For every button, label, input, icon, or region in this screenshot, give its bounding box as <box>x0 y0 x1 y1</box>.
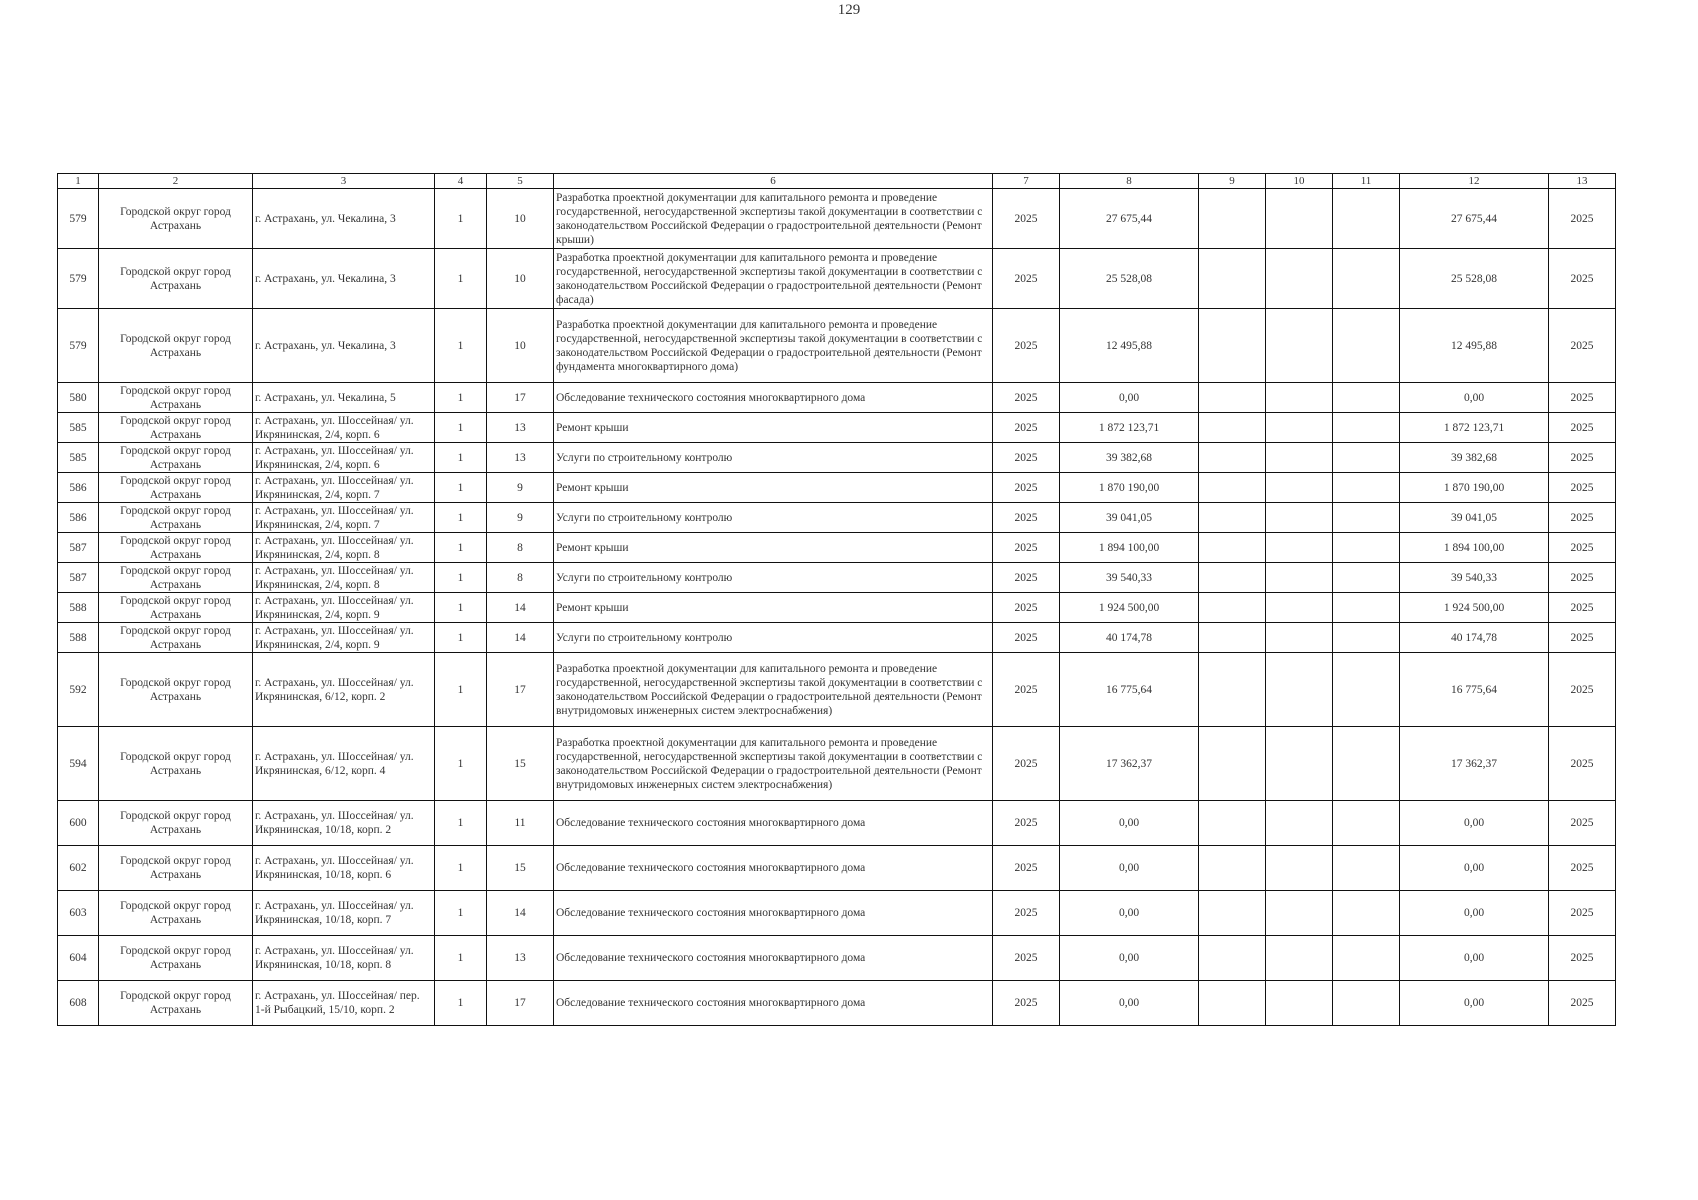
cell-work-type: Услуги по строительному контролю <box>554 623 993 653</box>
cell-completion-year: 2025 <box>1549 593 1616 623</box>
table-row <box>58 533 1616 563</box>
cell-address: г. Астрахань, ул. Шоссейная/ ул. Икрянинская, 2/4, корп. 9 <box>253 593 435 623</box>
cell-completion-year: 2025 <box>1549 443 1616 473</box>
cell-col9 <box>1199 593 1266 623</box>
cell-work-type: Услуги по строительному контролю <box>554 563 993 593</box>
column-header: 3 <box>253 174 435 189</box>
cell-col11 <box>1333 846 1400 891</box>
cell-col10 <box>1266 383 1333 413</box>
column-header: 2 <box>99 174 253 189</box>
cell-col10 <box>1266 801 1333 846</box>
cell-completion-year: 2025 <box>1549 801 1616 846</box>
table-row <box>58 936 1616 981</box>
cell-fund-cost: 1 924 500,00 <box>1400 593 1549 623</box>
column-number-row <box>58 174 1616 189</box>
cell-col4: 1 <box>435 653 487 727</box>
cell-col10 <box>1266 623 1333 653</box>
cell-col9 <box>1199 981 1266 1026</box>
cell-total-cost: 39 382,68 <box>1060 443 1199 473</box>
cell-fund-cost: 39 382,68 <box>1400 443 1549 473</box>
cell-col4: 1 <box>435 891 487 936</box>
cell-col5: 14 <box>487 891 554 936</box>
cell-col11 <box>1333 383 1400 413</box>
cell-completion-year: 2025 <box>1549 503 1616 533</box>
cell-total-cost: 0,00 <box>1060 981 1199 1026</box>
cell-work-type: Ремонт крыши <box>554 413 993 443</box>
cell-col9 <box>1199 653 1266 727</box>
cell-address: г. Астрахань, ул. Шоссейная/ ул. Икрянинская, 2/4, корп. 8 <box>253 533 435 563</box>
cell-col11 <box>1333 653 1400 727</box>
cell-col4: 1 <box>435 473 487 503</box>
table-row <box>58 473 1616 503</box>
cell-col10 <box>1266 473 1333 503</box>
cell-col9 <box>1199 473 1266 503</box>
cell-completion-year: 2025 <box>1549 623 1616 653</box>
cell-col10 <box>1266 981 1333 1026</box>
cell-col10 <box>1266 891 1333 936</box>
column-header: 6 <box>554 174 993 189</box>
cell-completion-year: 2025 <box>1549 846 1616 891</box>
cell-address: г. Астрахань, ул. Чекалина, 3 <box>253 249 435 309</box>
cell-number: 579 <box>58 189 99 249</box>
cell-total-cost: 1 870 190,00 <box>1060 473 1199 503</box>
cell-municipality: Городской округ город Астрахань <box>99 533 253 563</box>
cell-address: г. Астрахань, ул. Шоссейная/ ул. Икрянинская, 2/4, корп. 8 <box>253 563 435 593</box>
cell-work-type: Ремонт крыши <box>554 473 993 503</box>
table-row <box>58 563 1616 593</box>
cell-fund-cost: 0,00 <box>1400 801 1549 846</box>
cell-work-type: Ремонт крыши <box>554 533 993 563</box>
cell-municipality: Городской округ город Астрахань <box>99 503 253 533</box>
table-row <box>58 981 1616 1026</box>
cell-municipality: Городской округ город Астрахань <box>99 443 253 473</box>
cell-year: 2025 <box>993 473 1060 503</box>
cell-col11 <box>1333 936 1400 981</box>
cell-col9 <box>1199 189 1266 249</box>
cell-total-cost: 0,00 <box>1060 846 1199 891</box>
cell-year: 2025 <box>993 653 1060 727</box>
cell-year: 2025 <box>993 309 1060 383</box>
cell-col5: 13 <box>487 936 554 981</box>
cell-number: 586 <box>58 473 99 503</box>
cell-year: 2025 <box>993 936 1060 981</box>
cell-year: 2025 <box>993 563 1060 593</box>
cell-col10 <box>1266 309 1333 383</box>
cell-municipality: Городской округ город Астрахань <box>99 413 253 443</box>
cell-col4: 1 <box>435 189 487 249</box>
cell-municipality: Городской округ город Астрахань <box>99 981 253 1026</box>
cell-col10 <box>1266 936 1333 981</box>
cell-number: 604 <box>58 936 99 981</box>
cell-col9 <box>1199 727 1266 801</box>
cell-col4: 1 <box>435 443 487 473</box>
cell-year: 2025 <box>993 846 1060 891</box>
cell-year: 2025 <box>993 981 1060 1026</box>
cell-col11 <box>1333 533 1400 563</box>
table-row <box>58 503 1616 533</box>
cell-col5: 9 <box>487 503 554 533</box>
column-header: 11 <box>1333 174 1400 189</box>
cell-col9 <box>1199 309 1266 383</box>
cell-fund-cost: 16 775,64 <box>1400 653 1549 727</box>
cell-address: г. Астрахань, ул. Шоссейная/ ул. Икрянинская, 2/4, корп. 7 <box>253 473 435 503</box>
cell-col4: 1 <box>435 563 487 593</box>
cell-completion-year: 2025 <box>1549 936 1616 981</box>
cell-number: 585 <box>58 413 99 443</box>
cell-year: 2025 <box>993 443 1060 473</box>
cell-work-type: Разработка проектной документации для капитального ремонта и проведение государственной, негосударственной экспертизы такой документации в соответствии с законодательством Российской Федерации о градостроительной деятельности (Ремонт фундамента многоквартирного дома) <box>554 309 993 383</box>
cell-number: 594 <box>58 727 99 801</box>
table-row <box>58 801 1616 846</box>
cell-municipality: Городской округ город Астрахань <box>99 653 253 727</box>
cell-total-cost: 1 872 123,71 <box>1060 413 1199 443</box>
cell-col10 <box>1266 563 1333 593</box>
cell-address: г. Астрахань, ул. Шоссейная/ ул. Икрянинская, 10/18, корп. 7 <box>253 891 435 936</box>
cell-col11 <box>1333 801 1400 846</box>
cell-col10 <box>1266 727 1333 801</box>
cell-work-type: Разработка проектной документации для капитального ремонта и проведение государственной, негосударственной экспертизы такой документации в соответствии с законодательством Российской Федерации о градостроительной деятельности (Ремонт внутридомовых инженерных систем электроснабжения) <box>554 653 993 727</box>
table-row <box>58 891 1616 936</box>
cell-municipality: Городской округ город Астрахань <box>99 891 253 936</box>
cell-col10 <box>1266 249 1333 309</box>
cell-work-type: Услуги по строительному контролю <box>554 443 993 473</box>
cell-col5: 8 <box>487 563 554 593</box>
cell-col4: 1 <box>435 383 487 413</box>
cell-completion-year: 2025 <box>1549 473 1616 503</box>
cell-address: г. Астрахань, ул. Чекалина, 3 <box>253 189 435 249</box>
cell-total-cost: 17 362,37 <box>1060 727 1199 801</box>
cell-col4: 1 <box>435 249 487 309</box>
cell-fund-cost: 0,00 <box>1400 891 1549 936</box>
cell-work-type: Обследование технического состояния многоквартирного дома <box>554 891 993 936</box>
cell-municipality: Городской округ город Астрахань <box>99 473 253 503</box>
cell-col4: 1 <box>435 727 487 801</box>
cell-number: 587 <box>58 563 99 593</box>
table-row <box>58 189 1616 249</box>
column-header: 5 <box>487 174 554 189</box>
cell-address: г. Астрахань, ул. Чекалина, 5 <box>253 383 435 413</box>
cell-total-cost: 40 174,78 <box>1060 623 1199 653</box>
cell-col5: 15 <box>487 846 554 891</box>
cell-col10 <box>1266 189 1333 249</box>
cell-col10 <box>1266 846 1333 891</box>
cell-completion-year: 2025 <box>1549 727 1616 801</box>
cell-number: 602 <box>58 846 99 891</box>
column-header: 4 <box>435 174 487 189</box>
cell-work-type: Обследование технического состояния многоквартирного дома <box>554 981 993 1026</box>
column-header: 8 <box>1060 174 1199 189</box>
cell-fund-cost: 0,00 <box>1400 846 1549 891</box>
cell-work-type: Услуги по строительному контролю <box>554 503 993 533</box>
cell-municipality: Городской округ город Астрахань <box>99 623 253 653</box>
cell-fund-cost: 39 540,33 <box>1400 563 1549 593</box>
column-header: 12 <box>1400 174 1549 189</box>
cell-col9 <box>1199 413 1266 443</box>
cell-fund-cost: 40 174,78 <box>1400 623 1549 653</box>
cell-completion-year: 2025 <box>1549 249 1616 309</box>
cell-col10 <box>1266 443 1333 473</box>
cell-col9 <box>1199 846 1266 891</box>
cell-municipality: Городской округ город Астрахань <box>99 593 253 623</box>
cell-completion-year: 2025 <box>1549 563 1616 593</box>
cell-col9 <box>1199 503 1266 533</box>
repair-register-table <box>57 173 1616 1026</box>
cell-number: 587 <box>58 533 99 563</box>
cell-work-type: Разработка проектной документации для капитального ремонта и проведение государственной, негосударственной экспертизы такой документации в соответствии с законодательством Российской Федерации о градостроительной деятельности (Ремонт фасада) <box>554 249 993 309</box>
cell-col9 <box>1199 936 1266 981</box>
cell-year: 2025 <box>993 623 1060 653</box>
cell-year: 2025 <box>993 891 1060 936</box>
cell-col5: 13 <box>487 413 554 443</box>
cell-number: 603 <box>58 891 99 936</box>
cell-municipality: Городской округ город Астрахань <box>99 936 253 981</box>
cell-completion-year: 2025 <box>1549 309 1616 383</box>
cell-work-type: Ремонт крыши <box>554 593 993 623</box>
cell-col11 <box>1333 413 1400 443</box>
cell-total-cost: 0,00 <box>1060 383 1199 413</box>
cell-total-cost: 0,00 <box>1060 936 1199 981</box>
cell-total-cost: 0,00 <box>1060 801 1199 846</box>
cell-col11 <box>1333 891 1400 936</box>
cell-number: 580 <box>58 383 99 413</box>
cell-number: 579 <box>58 249 99 309</box>
cell-fund-cost: 25 528,08 <box>1400 249 1549 309</box>
cell-number: 600 <box>58 801 99 846</box>
cell-total-cost: 27 675,44 <box>1060 189 1199 249</box>
table-row <box>58 653 1616 727</box>
cell-municipality: Городской округ город Астрахань <box>99 801 253 846</box>
cell-col9 <box>1199 623 1266 653</box>
cell-year: 2025 <box>993 189 1060 249</box>
cell-address: г. Астрахань, ул. Шоссейная/ ул. Икрянинская, 2/4, корп. 7 <box>253 503 435 533</box>
cell-completion-year: 2025 <box>1549 891 1616 936</box>
cell-fund-cost: 1 870 190,00 <box>1400 473 1549 503</box>
cell-address: г. Астрахань, ул. Шоссейная/ ул. Икрянинская, 2/4, корп. 6 <box>253 443 435 473</box>
page-number: 129 <box>837 2 861 18</box>
cell-total-cost: 39 540,33 <box>1060 563 1199 593</box>
column-header: 9 <box>1199 174 1266 189</box>
cell-col10 <box>1266 503 1333 533</box>
cell-col5: 10 <box>487 249 554 309</box>
cell-number: 608 <box>58 981 99 1026</box>
cell-col9 <box>1199 249 1266 309</box>
cell-col4: 1 <box>435 936 487 981</box>
cell-work-type: Обследование технического состояния многоквартирного дома <box>554 383 993 413</box>
cell-col5: 17 <box>487 981 554 1026</box>
cell-fund-cost: 17 362,37 <box>1400 727 1549 801</box>
cell-year: 2025 <box>993 593 1060 623</box>
cell-col9 <box>1199 801 1266 846</box>
table-row <box>58 383 1616 413</box>
cell-fund-cost: 27 675,44 <box>1400 189 1549 249</box>
cell-col11 <box>1333 563 1400 593</box>
cell-col9 <box>1199 891 1266 936</box>
cell-col5: 15 <box>487 727 554 801</box>
cell-col11 <box>1333 503 1400 533</box>
cell-col5: 13 <box>487 443 554 473</box>
column-header: 10 <box>1266 174 1333 189</box>
table-row <box>58 593 1616 623</box>
cell-col5: 10 <box>487 189 554 249</box>
cell-completion-year: 2025 <box>1549 981 1616 1026</box>
cell-work-type: Разработка проектной документации для капитального ремонта и проведение государственной, негосударственной экспертизы такой документации в соответствии с законодательством Российской Федерации о градостроительной деятельности (Ремонт внутридомовых инженерных систем электроснабжения) <box>554 727 993 801</box>
cell-address: г. Астрахань, ул. Шоссейная/ ул. Икрянинская, 2/4, корп. 9 <box>253 623 435 653</box>
cell-completion-year: 2025 <box>1549 189 1616 249</box>
cell-col11 <box>1333 981 1400 1026</box>
table-row <box>58 623 1616 653</box>
cell-col10 <box>1266 653 1333 727</box>
cell-col9 <box>1199 383 1266 413</box>
cell-col5: 10 <box>487 309 554 383</box>
cell-year: 2025 <box>993 801 1060 846</box>
cell-year: 2025 <box>993 413 1060 443</box>
table-row <box>58 249 1616 309</box>
cell-col5: 14 <box>487 623 554 653</box>
cell-col11 <box>1333 727 1400 801</box>
cell-total-cost: 0,00 <box>1060 891 1199 936</box>
cell-col4: 1 <box>435 846 487 891</box>
cell-address: г. Астрахань, ул. Шоссейная/ ул. Икрянинская, 6/12, корп. 2 <box>253 653 435 727</box>
cell-col11 <box>1333 593 1400 623</box>
cell-address: г. Астрахань, ул. Шоссейная/ ул. Икрянинская, 10/18, корп. 8 <box>253 936 435 981</box>
cell-year: 2025 <box>993 727 1060 801</box>
cell-col10 <box>1266 593 1333 623</box>
cell-year: 2025 <box>993 383 1060 413</box>
cell-col9 <box>1199 563 1266 593</box>
cell-address: г. Астрахань, ул. Шоссейная/ ул. Икрянинская, 6/12, корп. 4 <box>253 727 435 801</box>
cell-col4: 1 <box>435 981 487 1026</box>
cell-col5: 17 <box>487 383 554 413</box>
cell-number: 588 <box>58 593 99 623</box>
cell-fund-cost: 1 872 123,71 <box>1400 413 1549 443</box>
register-body <box>58 189 1616 1026</box>
cell-completion-year: 2025 <box>1549 653 1616 727</box>
table-row <box>58 309 1616 383</box>
cell-municipality: Городской округ город Астрахань <box>99 309 253 383</box>
cell-col5: 11 <box>487 801 554 846</box>
cell-municipality: Городской округ город Астрахань <box>99 563 253 593</box>
cell-work-type: Обследование технического состояния многоквартирного дома <box>554 801 993 846</box>
cell-col4: 1 <box>435 533 487 563</box>
cell-fund-cost: 1 894 100,00 <box>1400 533 1549 563</box>
cell-fund-cost: 39 041,05 <box>1400 503 1549 533</box>
cell-municipality: Городской округ город Астрахань <box>99 189 253 249</box>
cell-total-cost: 25 528,08 <box>1060 249 1199 309</box>
cell-year: 2025 <box>993 249 1060 309</box>
cell-col11 <box>1333 309 1400 383</box>
table-row <box>58 846 1616 891</box>
cell-year: 2025 <box>993 533 1060 563</box>
cell-col11 <box>1333 189 1400 249</box>
cell-col10 <box>1266 413 1333 443</box>
table-row <box>58 413 1616 443</box>
cell-address: г. Астрахань, ул. Шоссейная/ ул. Икрянинская, 10/18, корп. 6 <box>253 846 435 891</box>
cell-col4: 1 <box>435 593 487 623</box>
cell-municipality: Городской округ город Астрахань <box>99 727 253 801</box>
cell-number: 592 <box>58 653 99 727</box>
cell-col10 <box>1266 533 1333 563</box>
cell-col11 <box>1333 249 1400 309</box>
cell-address: г. Астрахань, ул. Шоссейная/ ул. Икрянинская, 2/4, корп. 6 <box>253 413 435 443</box>
cell-col9 <box>1199 533 1266 563</box>
table-row <box>58 443 1616 473</box>
column-header: 7 <box>993 174 1060 189</box>
cell-total-cost: 16 775,64 <box>1060 653 1199 727</box>
cell-municipality: Городской округ город Астрахань <box>99 249 253 309</box>
cell-number: 588 <box>58 623 99 653</box>
cell-fund-cost: 0,00 <box>1400 936 1549 981</box>
cell-work-type: Обследование технического состояния многоквартирного дома <box>554 846 993 891</box>
cell-col4: 1 <box>435 623 487 653</box>
cell-completion-year: 2025 <box>1549 383 1616 413</box>
cell-total-cost: 1 894 100,00 <box>1060 533 1199 563</box>
cell-completion-year: 2025 <box>1549 413 1616 443</box>
cell-number: 585 <box>58 443 99 473</box>
cell-address: г. Астрахань, ул. Чекалина, 3 <box>253 309 435 383</box>
cell-work-type: Обследование технического состояния многоквартирного дома <box>554 936 993 981</box>
cell-col4: 1 <box>435 801 487 846</box>
cell-col4: 1 <box>435 503 487 533</box>
cell-col4: 1 <box>435 413 487 443</box>
cell-fund-cost: 0,00 <box>1400 383 1549 413</box>
cell-col5: 17 <box>487 653 554 727</box>
cell-col4: 1 <box>435 309 487 383</box>
cell-total-cost: 1 924 500,00 <box>1060 593 1199 623</box>
cell-col11 <box>1333 443 1400 473</box>
cell-address: г. Астрахань, ул. Шоссейная/ ул. Икрянинская, 10/18, корп. 2 <box>253 801 435 846</box>
cell-total-cost: 12 495,88 <box>1060 309 1199 383</box>
cell-year: 2025 <box>993 503 1060 533</box>
cell-number: 586 <box>58 503 99 533</box>
table-row <box>58 727 1616 801</box>
cell-number: 579 <box>58 309 99 383</box>
cell-municipality: Городской округ город Астрахань <box>99 383 253 413</box>
cell-col5: 9 <box>487 473 554 503</box>
cell-address: г. Астрахань, ул. Шоссейная/ пер. 1-й Рыбацкий, 15/10, корп. 2 <box>253 981 435 1026</box>
cell-col9 <box>1199 443 1266 473</box>
cell-fund-cost: 0,00 <box>1400 981 1549 1026</box>
column-header: 1 <box>58 174 99 189</box>
column-header: 13 <box>1549 174 1616 189</box>
cell-col5: 14 <box>487 593 554 623</box>
cell-fund-cost: 12 495,88 <box>1400 309 1549 383</box>
cell-col11 <box>1333 473 1400 503</box>
cell-municipality: Городской округ город Астрахань <box>99 846 253 891</box>
cell-col5: 8 <box>487 533 554 563</box>
cell-work-type: Разработка проектной документации для капитального ремонта и проведение государственной, негосударственной экспертизы такой документации в соответствии с законодательством Российской Федерации о градостроительной деятельности (Ремонт крыши) <box>554 189 993 249</box>
cell-total-cost: 39 041,05 <box>1060 503 1199 533</box>
cell-completion-year: 2025 <box>1549 533 1616 563</box>
cell-col11 <box>1333 623 1400 653</box>
